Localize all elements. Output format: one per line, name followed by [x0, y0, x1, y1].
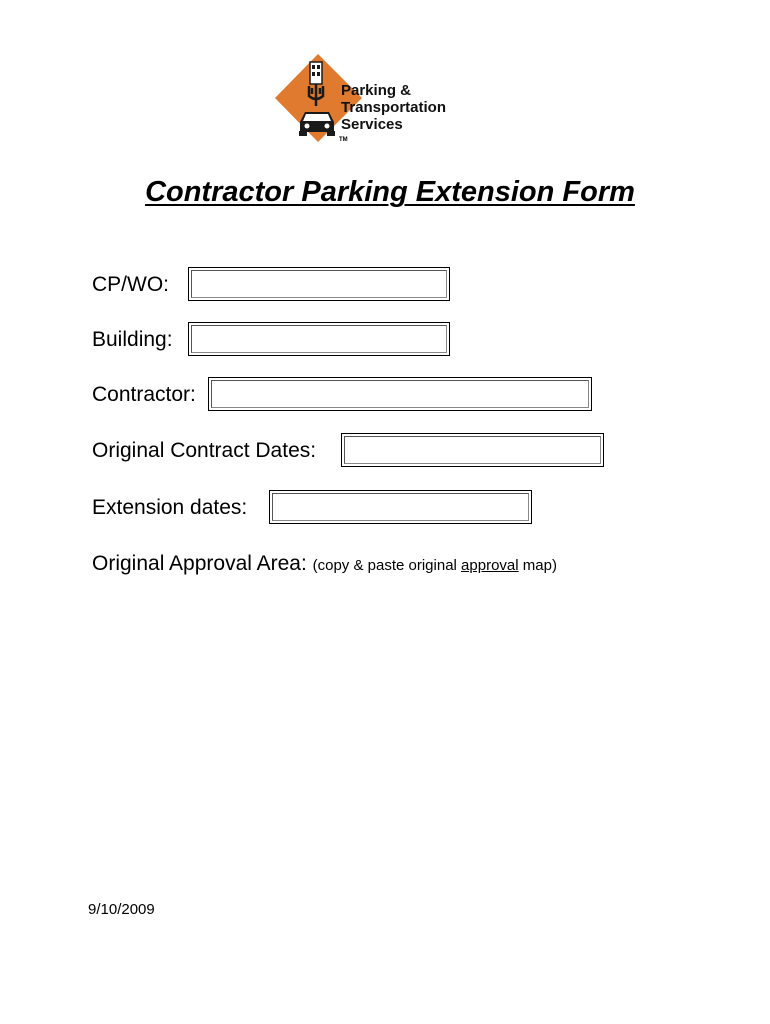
- cpwo-label: CP/WO:: [92, 273, 169, 296]
- extension-dates-input[interactable]: [274, 495, 527, 519]
- cpwo-input[interactable]: [193, 272, 445, 296]
- original-dates-label: Original Contract Dates:: [92, 439, 317, 462]
- form-title: Contractor Parking Extension Form: [145, 176, 635, 208]
- logo-line-3: Services: [341, 116, 403, 133]
- logo-line-1: Parking &: [341, 82, 412, 99]
- trademark: TM: [339, 137, 348, 143]
- approval-note-underlined: approval: [461, 557, 519, 574]
- approval-area-line: [92, 548, 557, 582]
- cpwo-field-box[interactable]: [188, 267, 450, 301]
- original-dates-input[interactable]: [346, 438, 599, 462]
- extension-dates-label: Extension dates:: [92, 496, 248, 519]
- building-input[interactable]: [193, 327, 445, 351]
- footer-date: 9/10/2009: [88, 901, 155, 918]
- contractor-input[interactable]: [213, 382, 587, 406]
- building-label: Building:: [92, 328, 173, 351]
- logo-line-2: Transportation: [341, 99, 447, 116]
- approval-note-after: map): [518, 557, 557, 574]
- building-field-box[interactable]: [188, 322, 450, 356]
- contractor-field-box[interactable]: [208, 377, 592, 411]
- original-dates-field-box[interactable]: [341, 433, 604, 467]
- approval-note-before: (copy & paste original: [312, 557, 462, 574]
- tower-icon: [310, 62, 322, 84]
- contractor-label: Contractor:: [92, 383, 196, 406]
- extension-dates-field-box[interactable]: [269, 490, 532, 524]
- logo-text: [341, 82, 446, 133]
- approval-area-label: Original Approval Area:: [92, 552, 313, 575]
